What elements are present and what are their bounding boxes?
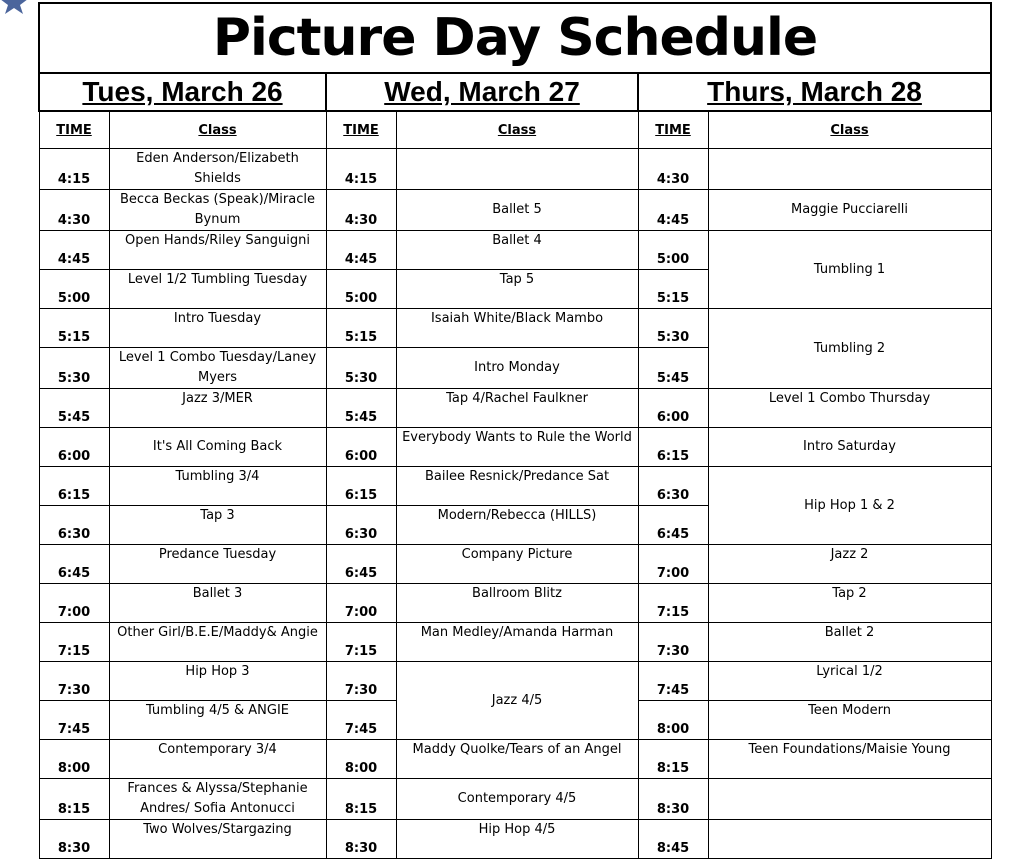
table-row [39,820,991,859]
wed-class: Maddy Quolke/Tears of an Angel [396,740,638,779]
thu-time: 5:30 [638,309,708,348]
thu-time: 7:45 [638,662,708,701]
schedule-table [38,2,992,859]
tue-time: 7:30 [39,662,109,701]
thu-class: Tumbling 1 [708,231,991,309]
thu-class: Hip Hop 1 & 2 [708,467,991,545]
page-title: Picture Day Schedule [39,3,991,73]
tue-time: 8:30 [39,820,109,859]
tue-time: 4:45 [39,231,109,270]
tue-class: Becca Beckas (Speak)/Miracle Bynum [109,190,326,231]
tue-time: 4:30 [39,190,109,231]
tue-class: Open Hands/Riley Sanguigni [109,231,326,270]
thu-class: Jazz 2 [708,545,991,584]
wed-time: 8:15 [326,779,396,820]
class-column-header: Class [109,111,326,149]
wed-class: Jazz 4/5 [396,662,638,740]
thu-class: Level 1 Combo Thursday [708,389,991,428]
wed-class [396,149,638,190]
wed-class: Contemporary 4/5 [396,779,638,820]
tue-class: It's All Coming Back [109,428,326,467]
thu-class: Tap 2 [708,584,991,623]
wed-class: Company Picture [396,545,638,584]
tue-class: Hip Hop 3 [109,662,326,701]
tue-time: 4:15 [39,149,109,190]
time-column-header: TIME [638,111,708,149]
wed-class: Tap 4/Rachel Faulkner [396,389,638,428]
thu-time: 5:45 [638,348,708,389]
wed-time: 6:00 [326,428,396,467]
tue-time: 8:15 [39,779,109,820]
table-row [39,623,991,662]
wed-class: Modern/Rebecca (HILLS) [396,506,638,545]
tue-class: Predance Tuesday [109,545,326,584]
wed-time: 8:00 [326,740,396,779]
table-row [39,309,991,348]
thu-time: 5:00 [638,231,708,270]
thu-time: 8:30 [638,779,708,820]
tue-time: 7:15 [39,623,109,662]
table-row [39,584,991,623]
table-row [39,149,991,190]
thu-class [708,149,991,190]
wed-time: 7:00 [326,584,396,623]
thu-time: 8:15 [638,740,708,779]
thu-time: 8:45 [638,820,708,859]
thu-class: Ballet 2 [708,623,991,662]
thu-class [708,779,991,820]
wed-time: 5:45 [326,389,396,428]
time-column-header: TIME [39,111,109,149]
tue-class: Tap 3 [109,506,326,545]
wed-class: Ballroom Blitz [396,584,638,623]
tue-time: 5:00 [39,270,109,309]
tue-time: 6:45 [39,545,109,584]
thu-time: 7:30 [638,623,708,662]
wed-class: Isaiah White/Black Mambo [396,309,638,348]
tue-class: Ballet 3 [109,584,326,623]
table-row [39,779,991,820]
wed-time: 4:15 [326,149,396,190]
thu-time: 7:15 [638,584,708,623]
wed-class: Ballet 5 [396,190,638,231]
wed-time: 7:15 [326,623,396,662]
day-header-thursday: Thurs, March 28 [638,73,991,111]
tue-time: 6:00 [39,428,109,467]
wed-time: 5:15 [326,309,396,348]
tue-time: 5:15 [39,309,109,348]
thu-class: Lyrical 1/2 [708,662,991,701]
tue-class: Tumbling 3/4 [109,467,326,506]
day-header-wednesday: Wed, March 27 [326,73,638,111]
tue-class: Tumbling 4/5 & ANGIE [109,701,326,740]
thu-time: 8:00 [638,701,708,740]
tue-class: Contemporary 3/4 [109,740,326,779]
thu-time: 6:45 [638,506,708,545]
tue-class: Two Wolves/Stargazing [109,820,326,859]
wed-time: 6:15 [326,467,396,506]
thu-class: Teen Modern [708,701,991,740]
wed-time: 7:30 [326,662,396,701]
table-row [39,231,991,270]
tue-class: Frances & Alyssa/Stephanie Andres/ Sofia Antonucci [109,779,326,820]
time-column-header: TIME [326,111,396,149]
tue-class: Level 1/2 Tumbling Tuesday [109,270,326,309]
class-column-header: Class [708,111,991,149]
table-row [39,428,991,467]
wed-class: Everybody Wants to Rule the World [396,428,638,467]
thu-time: 5:15 [638,270,708,309]
thu-time: 4:30 [638,149,708,190]
tue-time: 7:45 [39,701,109,740]
table-row [39,740,991,779]
thu-time: 6:15 [638,428,708,467]
thu-class [708,820,991,859]
star-decoration-icon [0,0,34,14]
thu-class: Maggie Pucciarelli [708,190,991,231]
tue-class: Jazz 3/MER [109,389,326,428]
wed-class: Intro Monday [396,348,638,389]
table-row [39,467,991,506]
table-row [39,662,991,701]
wed-time: 6:30 [326,506,396,545]
tue-time: 5:30 [39,348,109,389]
wed-class: Tap 5 [396,270,638,309]
thu-time: 7:00 [638,545,708,584]
day-header-tuesday: Tues, March 26 [39,73,326,111]
tue-time: 8:00 [39,740,109,779]
tue-class: Eden Anderson/Elizabeth Shields [109,149,326,190]
thu-time: 6:30 [638,467,708,506]
wed-time: 5:30 [326,348,396,389]
wed-class: Ballet 4 [396,231,638,270]
table-row [39,190,991,231]
wed-time: 7:45 [326,701,396,740]
table-row [39,545,991,584]
thu-class: Intro Saturday [708,428,991,467]
wed-time: 8:30 [326,820,396,859]
thu-time: 4:45 [638,190,708,231]
thu-time: 6:00 [638,389,708,428]
tue-time: 5:45 [39,389,109,428]
tue-time: 7:00 [39,584,109,623]
class-column-header: Class [396,111,638,149]
thu-class: Tumbling 2 [708,309,991,389]
thu-class: Teen Foundations/Maisie Young [708,740,991,779]
wed-time: 4:30 [326,190,396,231]
table-row [39,389,991,428]
wed-time: 4:45 [326,231,396,270]
wed-time: 5:00 [326,270,396,309]
wed-class: Hip Hop 4/5 [396,820,638,859]
tue-class: Other Girl/B.E.E/Maddy& Angie [109,623,326,662]
tue-class: Intro Tuesday [109,309,326,348]
wed-class: Man Medley/Amanda Harman [396,623,638,662]
wed-class: Bailee Resnick/Predance Sat [396,467,638,506]
tue-time: 6:15 [39,467,109,506]
tue-time: 6:30 [39,506,109,545]
wed-time: 6:45 [326,545,396,584]
tue-class: Level 1 Combo Tuesday/Laney Myers [109,348,326,389]
